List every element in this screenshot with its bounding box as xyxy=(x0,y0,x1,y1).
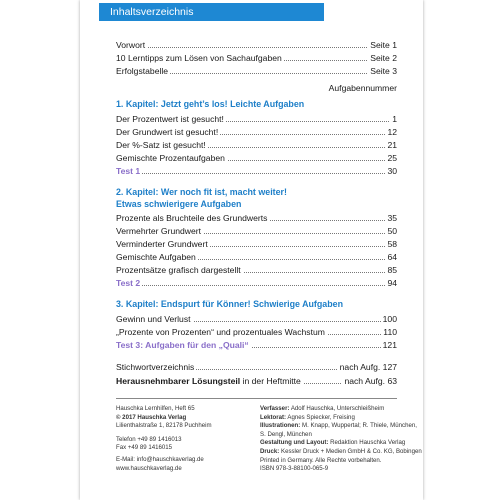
chapter-2-title: 2. Kapitel: Wer noch fit ist, macht weiter! xyxy=(116,187,287,197)
author-text: Adolf Hauschka, Unterschleißheim xyxy=(289,405,385,412)
toc-entry-label: Prozente als Bruchteile des Grundwerts xyxy=(116,213,268,223)
editor-label: Lektorat: xyxy=(260,413,287,421)
design-text: Redaktion Hauschka Verlag xyxy=(328,439,406,447)
toc-entry-label: Stichwortverzeichnis xyxy=(116,362,195,372)
toc-entry-page: Seite 3 xyxy=(370,66,397,76)
toc-entry[interactable] xyxy=(116,39,397,51)
toc-entry[interactable] xyxy=(116,225,397,237)
toc-entry[interactable] xyxy=(116,52,397,64)
toc-entry[interactable] xyxy=(116,326,397,338)
toc-entry-number: 85 xyxy=(387,265,397,275)
toc-entry-label: Der %-Satz ist gesucht! xyxy=(116,140,206,150)
toc-entry[interactable] xyxy=(116,361,397,373)
imprint-publisher xyxy=(116,405,234,473)
fax-text: Fax +49 89 1416015 xyxy=(116,444,173,452)
toc-test-entry[interactable] xyxy=(116,277,397,289)
toc-entry[interactable] xyxy=(116,126,397,138)
test-2-label: Test 2 xyxy=(116,278,141,288)
column-heading: Aufgabennummer xyxy=(328,83,397,93)
toc-entry-label: Erfolgstabelle xyxy=(116,66,169,76)
toc-entry[interactable] xyxy=(116,313,397,325)
toc-entry[interactable] xyxy=(116,152,397,164)
toc-entry-number: 100 xyxy=(382,314,397,324)
toc-entry-number: 110 xyxy=(383,327,397,337)
toc-entry-number: 35 xyxy=(387,213,397,223)
toc-entry-label: Prozentsätze grafisch dargestellt xyxy=(116,265,241,275)
toc-entry-label xyxy=(116,376,303,386)
toc-entry-number: 50 xyxy=(387,226,397,236)
solution-part-rest: in der Heftmitte xyxy=(240,376,301,386)
test-1-label: Test 1 xyxy=(116,166,141,176)
toc-entry[interactable] xyxy=(116,251,397,263)
toc-entry-page: nach Aufg. 127 xyxy=(339,362,397,372)
toc-entry[interactable] xyxy=(116,238,397,250)
toc-entry[interactable] xyxy=(116,139,397,151)
toc-entry[interactable] xyxy=(116,375,397,387)
toc-entry[interactable] xyxy=(116,212,397,224)
toc-entry-page: Seite 1 xyxy=(370,40,397,50)
toc-entry-label: Der Grundwert ist gesucht! xyxy=(116,127,219,137)
phone-text: Telefon +49 89 1416013 xyxy=(116,435,182,443)
editor-text: Agnes Spiecker, Freising xyxy=(286,413,355,421)
test-3-label: Test 3: Aufgaben für den „Quali“ xyxy=(116,340,249,350)
toc-entry[interactable] xyxy=(116,264,397,276)
solution-part-bold: Herausnehmbarer Lösungsteil xyxy=(116,376,241,386)
toc-entry-label: Gemischte Prozentaufgaben xyxy=(116,153,225,163)
chapter-3-title: 3. Kapitel: Endspurt für Könner! Schwierige Aufgaben xyxy=(116,299,343,309)
isbn-text: ISBN 978-3-88100-065-9 xyxy=(260,465,329,473)
chapter-2-subtitle: Etwas schwierigere Aufgaben xyxy=(116,199,242,209)
toc-entry-number: 21 xyxy=(387,140,397,150)
toc-entry-label: 10 Lerntipps zum Lösen von Sachaufgaben xyxy=(116,53,282,63)
toc-entry-number: 1 xyxy=(392,114,397,124)
illustrations-text: M. Knapp, Wuppertal; R. Thiele, München, xyxy=(300,422,417,430)
page-title: Inhaltsverzeichnis xyxy=(99,3,324,21)
print-label: Druck: xyxy=(260,447,280,455)
toc-entry-label: Der Prozentwert ist gesucht! xyxy=(116,114,224,124)
email-link[interactable]: E-Mail: info@hauschkaverlag.de xyxy=(116,455,204,463)
toc-entry-label: Verminderter Grundwert xyxy=(116,239,208,249)
chapter-1-title: 1. Kapitel: Jetzt geht’s los! Leichte Aufgaben xyxy=(116,99,305,109)
imprint-credits xyxy=(260,405,422,474)
divider xyxy=(116,398,397,399)
toc-entry-page: Seite 2 xyxy=(370,53,397,63)
printed-text: Printed in Germany. Alle Rechte vorbehalten. xyxy=(260,456,382,464)
toc-entry-label: „Prozente von Prozenten“ und prozentuales Wachstum xyxy=(116,327,325,337)
copyright-text: © 2017 Hauschka Verlag xyxy=(116,413,187,421)
toc-entry-number: 58 xyxy=(387,239,397,249)
author-label: Verfasser: xyxy=(260,405,290,412)
address-text: Lilienthalstraße 1, 82178 Puchheim xyxy=(116,422,212,430)
illustrations-label: Illustrationen: xyxy=(260,422,301,430)
toc-entry-number: 30 xyxy=(387,166,397,176)
toc-entry[interactable] xyxy=(116,113,397,125)
toc-entry-number: 94 xyxy=(387,278,397,288)
toc-entry-number: 12 xyxy=(387,127,397,137)
toc-entry-label: Vorwort xyxy=(116,40,146,50)
toc-entry-label: Gewinn und Verlust xyxy=(116,314,191,324)
toc-entry-number: 121 xyxy=(382,340,397,350)
toc-test-entry[interactable] xyxy=(116,165,397,177)
series-text: Hauschka Lernhilfen, Heft 65 xyxy=(116,405,195,412)
web-link[interactable]: www.hauschkaverlag.de xyxy=(116,464,182,472)
toc-entry-number: 64 xyxy=(387,252,397,262)
toc-entry-page: nach Aufg. 63 xyxy=(344,376,397,386)
illustrations-text-2: S. Dengl, München xyxy=(260,430,312,438)
print-text: Kessler Druck + Medien GmbH & Co. KG, Bobingen xyxy=(279,447,422,455)
toc-entry-label: Vermehrter Grundwert xyxy=(116,226,202,236)
design-label: Gestaltung und Layout: xyxy=(260,439,329,447)
toc-entry-label: Gemischte Aufgaben xyxy=(116,252,196,262)
toc-test-entry[interactable] xyxy=(116,339,397,351)
toc-entry-number: 25 xyxy=(387,153,397,163)
toc-entry[interactable] xyxy=(116,65,397,77)
